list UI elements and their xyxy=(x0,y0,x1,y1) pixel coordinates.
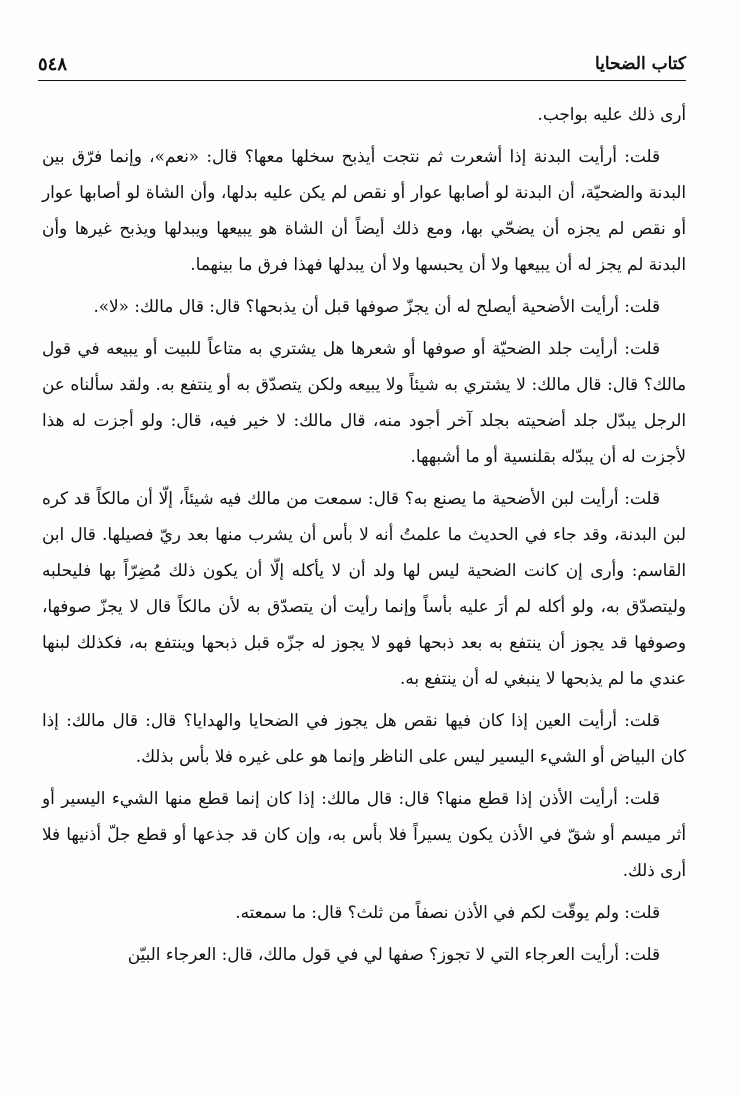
page-body xyxy=(42,96,686,978)
paragraph: قلت: أرأيت البدنة إذا أشعرت ثم نتجت أيذبح سخلها معها؟ قال: «نعم»، وإنما فرّق بين البدنة والضحيّة، أن البدنة لو أصابها عوار أو نقص لم يكن عليه بدلها، وأن الشاة لو أصابها عوار أو نقص لم يجزه أن يضحّي بها، ومع ذلك أيضاً أن الشاة هو يبيعها ويبدلها ويذبح غيرها وأن البدنة لم يجز له أن يبيعها ولا أن يحبسها ولا أن يبدلها فهذا فرق ما بينهما. xyxy=(42,146,686,274)
paragraph: أرى ذلك عليه بواجب. xyxy=(537,104,686,124)
book-title: كتاب الضحايا xyxy=(594,54,686,74)
page-header xyxy=(38,50,686,82)
paragraph: قلت: أرأيت جلد الضحيّة أو صوفها أو شعرها هل يشتري به متاعاً للبيت أو يبيعه في قول مالك؟ قال: قال مالك: لا يشتري به شيئاً ولا يبيعه ولكن يتصدّق به أو ينتفع به. ولقد سألناه عن الرجل يبدّل جلد أضحيته بجلد آخر أجود منه، قال مالك: لا خير فيه، قال: ولو أجزت له هذا لأجزت له أن يبدّله بقلنسية أو ما أشبهها. xyxy=(42,338,686,466)
paragraph: قلت: ولم يوقّت لكم في الأذن نصفاً من ثلث؟ قال: ما سمعته. xyxy=(235,902,660,922)
paragraph: قلت: أرأيت العين إذا كان فيها نقص هل يجوز في الضحايا والهدايا؟ قال: قال مالك: إذا كان البياض أو الشيء اليسير ليس على الناظر وإنما هو على غيره فلا بأس بذلك. xyxy=(42,710,686,766)
header-rule xyxy=(38,80,686,81)
page-number: ٥٤٨ xyxy=(38,54,68,75)
paragraph: قلت: أرأيت الأذن إذا قطع منها؟ قال: قال مالك: إذا كان إنما قطع منها الشيء اليسير أو أثر ميسم أو شقّ في الأذن يكون يسيراً فلا بأس به، وإن كان قد جذعها أو قطع جلّ أذنيها فلا أرى ذلك. xyxy=(42,788,686,880)
paragraph: قلت: أرأيت العرجاء التي لا تجوز؟ صفها لي في قول مالك، قال: العرجاء البيّن xyxy=(127,944,660,964)
paragraph: قلت: أرأيت لبن الأضحية ما يصنع به؟ قال: سمعت من مالك فيه شيئاً، إلّا أن مالكاً قد كره لبن البدنة، وقد جاء في الحديث ما علمتُ أنه لا بأس أن يشرب منها بعد ريّ فصيلها. قال ابن القاسم: وأرى إن كانت الضحية ليس لها ولد أن لا يأكله إلّا أن يكون ذلك مُضِرّاً بها فليحلبه وليتصدّق به، ولو أكله لم أرَ عليه بأساً وإنما رأيت أن يتصدّق به لأن مالكاً قال لا يجزّ صوفها، وصوفها قد يجوز أن ينتفع به بعد ذبحها فهو لا يجوز له جزّه قبل ذبحها وينتفع به، فكذلك لبنها عندي ما لم يذبحها لا ينبغي له أن ينتفع به. xyxy=(42,488,686,688)
paragraph: قلت: أرأيت الأضحية أيصلح له أن يجزّ صوفها قبل أن يذبحها؟ قال: قال مالك: «لا». xyxy=(93,296,660,316)
